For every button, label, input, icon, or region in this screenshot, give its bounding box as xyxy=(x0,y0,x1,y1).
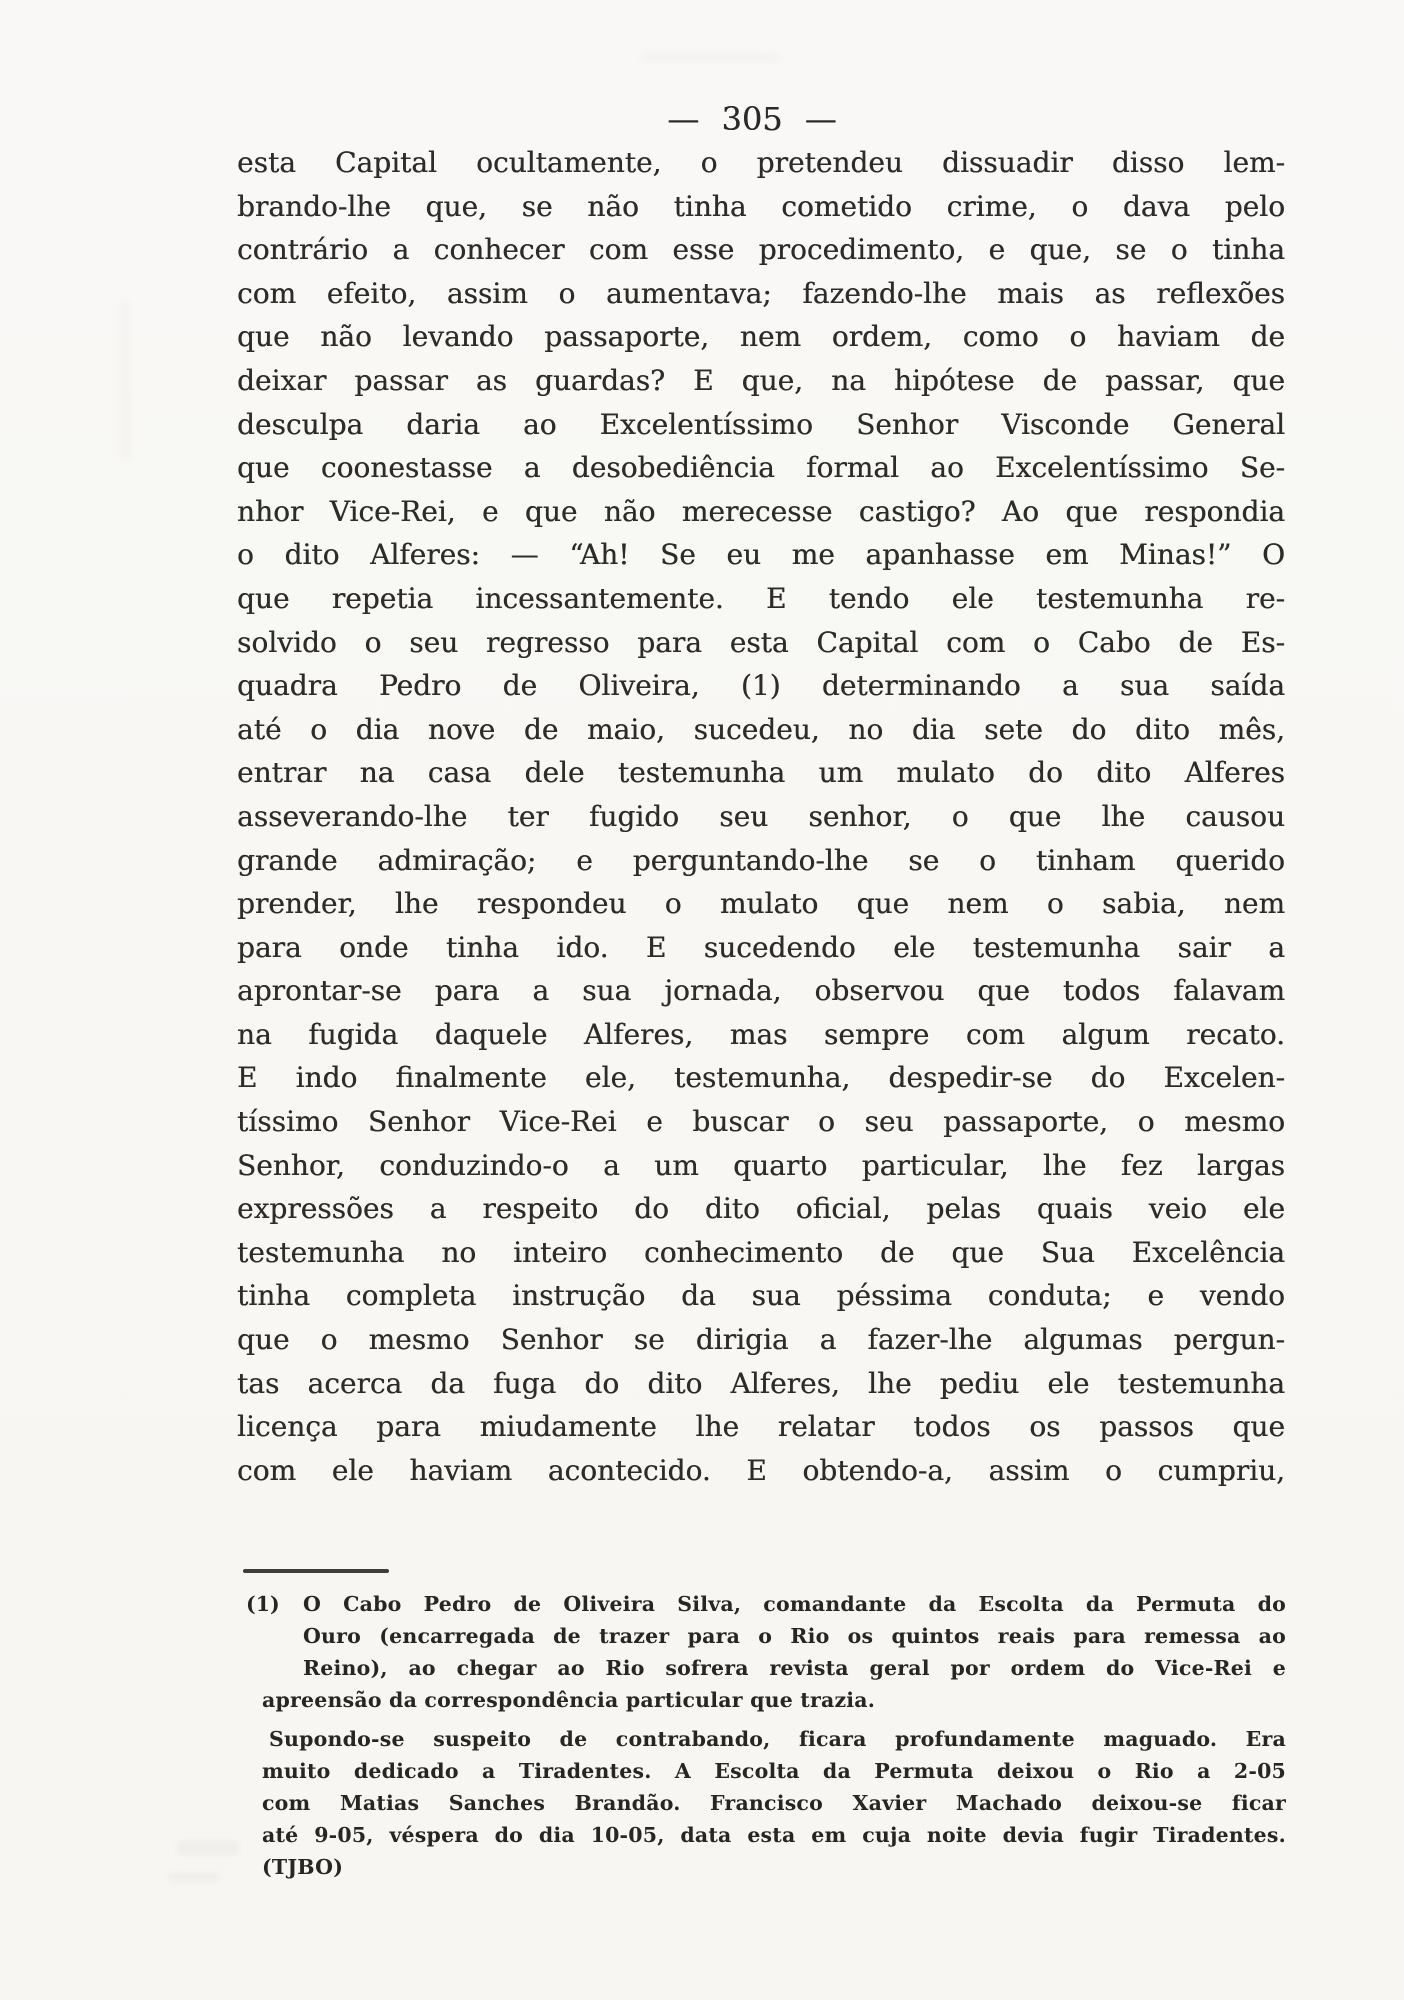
body-text-line: o dito Alferes: — “Ah! Se eu me apanhasse em Minas!” O xyxy=(237,538,1285,572)
body-text-line: tinha completa instrução da sua péssima conduta; e vendo xyxy=(237,1279,1285,1313)
body-text-line: nhor Vice-Rei, e que não merecesse castigo? Ao que respondia xyxy=(237,494,1285,528)
footnote-line: Ouro (encarregada de trazer para o Rio os quintos reais para remessa ao xyxy=(303,1624,1286,1648)
body-text-line: brando-lhe que, se não tinha cometido crime, o dava pelo xyxy=(237,189,1285,223)
body-text-line: com ele haviam acontecido. E obtendo-a, assim o cumpriu, xyxy=(237,1453,1285,1487)
footnote-line: até 9-05, véspera do dia 10-05, data esta em cuja noite devia fugir Tiradentes. xyxy=(262,1823,1286,1847)
body-text-line: solvido o seu regresso para esta Capital com o Cabo de Es- xyxy=(237,625,1285,659)
footnote-line: com Matias Sanches Brandão. Francisco Xavier Machado deixou-se ficar xyxy=(262,1791,1286,1815)
body-text-line: E indo finalmente ele, testemunha, despedir-se do Excelen- xyxy=(237,1061,1285,1095)
body-text-line: licença para miudamente lhe relatar todos os passos que xyxy=(237,1410,1285,1444)
body-text-line: que coonestasse a desobediência formal ao Excelentíssimo Se- xyxy=(237,451,1285,485)
footnote-line: muito dedicado a Tiradentes. A Escolta da Permuta deixou o Rio a 2-05 xyxy=(262,1759,1286,1783)
body-text-line: entrar na casa dele testemunha um mulato do dito Alferes xyxy=(237,756,1285,790)
body-text-line: Senhor, conduzindo-o a um quarto particular, lhe fez largas xyxy=(237,1148,1285,1182)
body-text-line: até o dia nove de maio, sucedeu, no dia sete do dito mês, xyxy=(237,712,1285,746)
footnote-line: apreensão da correspondência particular que trazia. xyxy=(262,1688,876,1712)
body-text-line: que não levando passaporte, nem ordem, como o haviam de xyxy=(237,320,1285,354)
body-text-line: expressões a respeito do dito oficial, pelas quais veio ele xyxy=(237,1192,1285,1226)
body-text-line: quadra Pedro de Oliveira, (1) determinando a sua saída xyxy=(237,669,1285,703)
scan-smudge xyxy=(640,52,780,62)
footnote-separator-rule xyxy=(243,1569,389,1573)
footnote-line: (TJBO) xyxy=(262,1855,344,1879)
page-number: — 305 — xyxy=(667,100,837,138)
main-text-block xyxy=(237,141,1285,1492)
body-text-line: que o mesmo Senhor se dirigia a fazer-lhe algumas pergun- xyxy=(237,1323,1285,1357)
body-text-line: com efeito, assim o aumentava; fazendo-lhe mais as reflexões xyxy=(237,276,1285,310)
footnote-line: Supondo-se suspeito de contrabando, ficara profundamente maguado. Era xyxy=(269,1727,1286,1751)
body-text-line: desculpa daria ao Excelentíssimo Senhor Visconde General xyxy=(237,407,1285,441)
footnote-line: Reino), ao chegar ao Rio sofrera revista geral por ordem do Vice-Rei e xyxy=(303,1656,1286,1680)
body-text-line: tas acerca da fuga do dito Alferes, lhe pediu ele testemunha xyxy=(237,1366,1285,1400)
scan-smudge xyxy=(176,1842,240,1854)
footnote-block xyxy=(246,1588,1286,1883)
body-text-line: aprontar-se para a sua jornada, observou que todos falavam xyxy=(237,974,1285,1008)
body-text-line: tíssimo Senhor Vice-Rei e buscar o seu passaporte, o mesmo xyxy=(237,1105,1285,1139)
body-text-line: asseverando-lhe ter fugido seu senhor, o que lhe causou xyxy=(237,799,1285,833)
scan-smudge xyxy=(168,1872,220,1883)
body-text-line: na fugida daquele Alferes, mas sempre com algum recato. xyxy=(237,1017,1285,1051)
body-text-line: deixar passar as guardas? E que, na hipótese de passar, que xyxy=(237,363,1285,397)
scan-smudge xyxy=(120,300,130,460)
body-text-line: testemunha no inteiro conhecimento de que Sua Excelência xyxy=(237,1235,1285,1269)
body-text-line: esta Capital ocultamente, o pretendeu dissuadir disso lem- xyxy=(237,146,1285,179)
body-text-line: prender, lhe respondeu o mulato que nem o sabia, nem xyxy=(237,887,1285,921)
footnote-line: O Cabo Pedro de Oliveira Silva, comandante da Escolta da Permuta do xyxy=(303,1592,1286,1616)
footnote-marker: (1) xyxy=(246,1592,280,1616)
body-text-line: que repetia incessantemente. E tendo ele testemunha re- xyxy=(237,581,1285,615)
body-text-line: para onde tinha ido. E sucedendo ele testemunha sair a xyxy=(237,930,1285,964)
body-text-line: contrário a conhecer com esse procedimento, e que, se o tinha xyxy=(237,233,1285,267)
body-text-line: grande admiração; e perguntando-lhe se o tinham querido xyxy=(237,843,1285,877)
